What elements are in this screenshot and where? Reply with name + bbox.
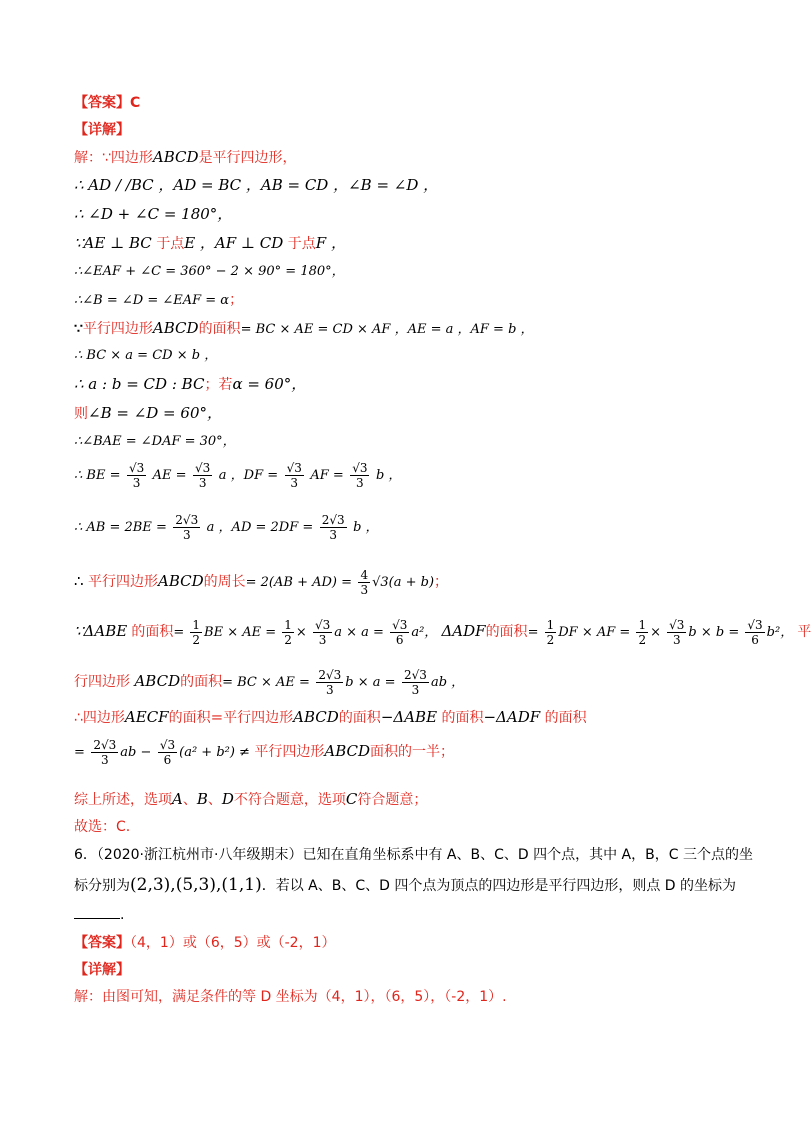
q6-answer-row xyxy=(74,934,336,952)
question-6-line-2: 标分别为(2,3),(5,3),(1,1)．若以 A、B、C、D 四个点为顶点的四边形是平行四边形，则点 D 的坐标为 xyxy=(74,875,737,895)
step-8: ∴ BC × a = CD × b ， xyxy=(74,348,218,363)
fraction: $\frac{1}{2}$ xyxy=(546,618,555,647)
step-20: 故选：C. xyxy=(74,819,131,835)
step-7: ∵平行四边形ABCD的面积= BC × AE = CD × AF ，AE = a ，AF = b ， xyxy=(74,319,534,337)
answer-label: 【答案】 xyxy=(74,95,130,111)
step-6: ∴∠B = ∠D = ∠EAF = α； xyxy=(74,292,244,308)
fraction: $\frac{2√3}{3}$ xyxy=(93,737,117,767)
fraction: $\frac{1}{2}$ xyxy=(284,618,292,647)
fraction: $\frac{1}{2}$ xyxy=(638,618,647,647)
step-12: ∴ BE = $\frac{√3}{3}$ AE = $\frac{√3}{3}$ a ，DF = $\frac{√3}{3}$ AF = $\frac{√3}{3}$ b ， xyxy=(74,460,402,490)
question-6-blank-line: . xyxy=(74,906,124,924)
step-4: ∵AE ⊥ BC 于点E ，AF ⊥ CD 于点F ， xyxy=(74,234,346,252)
answer-label: 【答案】 xyxy=(74,935,130,951)
fraction: $\frac{√3}{3}$ xyxy=(669,618,685,647)
question-number: 6． xyxy=(74,847,97,863)
step-11: ∴∠BAE = ∠DAF = 30°， xyxy=(74,434,236,449)
step-1: 解：∵四边形ABCD是平行四边形， xyxy=(74,148,297,166)
step-14: ∴ 平行四边形ABCD的周长= 2(AB + AD) = $\frac{4}{3}$ √3(a + b)； xyxy=(74,567,449,597)
step-3: ∴ ∠D + ∠C = 180°， xyxy=(74,205,233,223)
fraction: $\frac{√3}{3}$ xyxy=(352,460,368,490)
answer-value: C xyxy=(130,95,141,111)
fraction: $\frac{1}{2}$ xyxy=(192,618,201,647)
q6-solution: 解：由图可知，满足条件的等 D 坐标为（4，1），（6，5），（-2，1）. xyxy=(74,989,507,1005)
fraction: $\frac{2√3}{3}$ xyxy=(404,667,427,697)
question-source: （2020·浙江杭州市·八年级期末） xyxy=(96,847,303,863)
step-19: 综上所述，选项A、B、D不符合题意，选项C符合题意； xyxy=(74,790,428,808)
step-16: 行四边形 ABCD的面积= BC × AE = $\frac{2√3}{3}$ b × a = $\frac{2√3}{3}$ ab ， xyxy=(74,667,465,697)
fraction: $\frac{√3}{3}$ xyxy=(128,460,145,490)
step-2: ∴ AD / /BC ，AD = BC ，AB = CD ，∠B = ∠D ， xyxy=(74,176,439,194)
answer-value: （4，1）或（6，5）或（-2，1） xyxy=(130,935,336,951)
step-5: ∴∠EAF + ∠C = 360° − 2 × 90° = 180°， xyxy=(74,264,345,279)
fraction: $\frac{√3}{6}$ xyxy=(159,737,176,767)
fraction: $\frac{4}{3}$ xyxy=(360,567,369,597)
step-9: ∴ a : b = CD : BC；若α = 60°， xyxy=(74,375,307,393)
q6-detail-label: 【详解】 xyxy=(74,962,130,978)
fraction: $\frac{√3}{3}$ xyxy=(314,618,331,647)
step-13: ∴ AB = 2BE = $\frac{2√3}{3}$ a ，AD = 2DF = $\frac{2√3}{3}$ b ， xyxy=(74,512,379,542)
fraction: $\frac{√3}{6}$ xyxy=(747,618,763,647)
fraction: $\frac{√3}{3}$ xyxy=(286,460,302,490)
fraction: $\frac{√3}{6}$ xyxy=(392,618,408,647)
step-10: 则∠B = ∠D = 60°， xyxy=(74,404,222,422)
fraction: $\frac{2√3}{3}$ xyxy=(321,512,345,542)
question-6-line-1: 6．（2020·浙江杭州市·八年级期末）已知在直角坐标系中有 A、B、C、D 四个点，其中 A，B，C 三个点的坐 xyxy=(74,847,753,863)
fraction: $\frac{√3}{3}$ xyxy=(195,460,211,490)
step-17: ∴四边形AECF的面积=平行四边形ABCD的面积−ΔABE 的面积−ΔADF 的面积 xyxy=(74,708,587,726)
detail-label: 【详解】 xyxy=(74,122,130,138)
step-15: ∵ΔABE 的面积= $\frac{1}{2}$ BE × AE = $\frac{1}{2}$ × $\frac{√3}{3}$ a × a = $\frac{√3}{6}$ a²， ΔADF的面积= $\frac{1}{2}$ DF × AF = $\frac{1}{2}$ × $\frac{√3}{3}$ b × b = $\frac{√3}{6}$ b²， 平 xyxy=(74,618,811,647)
fraction: $\frac{2√3}{3}$ xyxy=(318,667,342,697)
answer-row xyxy=(74,94,140,112)
step-18: = $\frac{2√3}{3}$ ab − $\frac{√3}{6}$ (a² + b²) ≠ 平行四边形ABCD面积的一半； xyxy=(74,737,455,767)
fraction: $\frac{2√3}{3}$ xyxy=(175,512,199,542)
answer-blank xyxy=(74,906,120,919)
